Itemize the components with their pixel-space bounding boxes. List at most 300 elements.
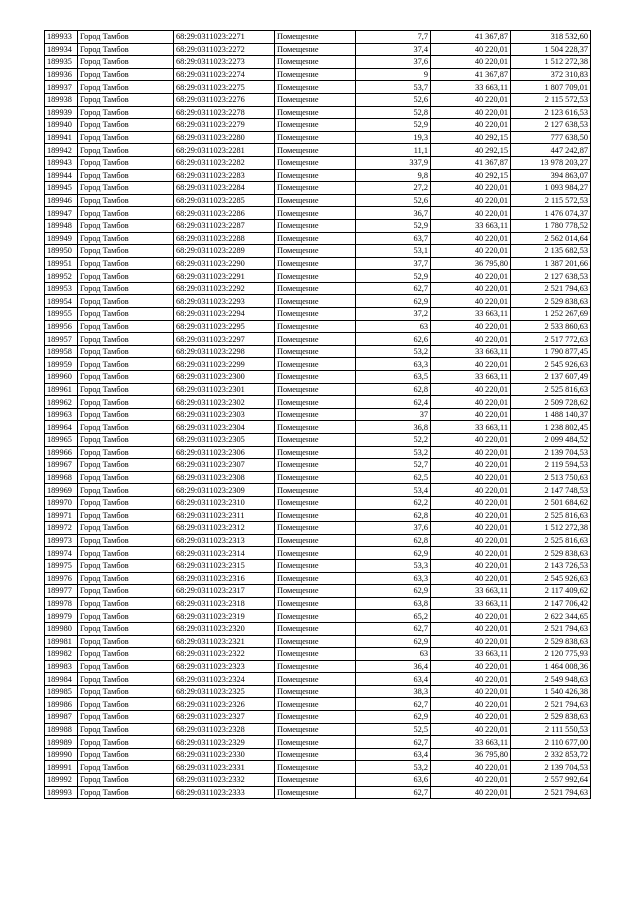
cell-row-number: 189970 <box>45 496 78 509</box>
cell-cadastral-number: 68:29:0311023:2276 <box>174 93 275 106</box>
cell-object-type: Помещение <box>275 736 356 749</box>
cell-locality: Город Тамбов <box>78 257 174 270</box>
table-row <box>45 635 591 648</box>
cell-locality: Город Тамбов <box>78 648 174 661</box>
table-row <box>45 295 591 308</box>
cell-cadastral-value: 2 501 684,62 <box>511 496 591 509</box>
cell-row-number: 189986 <box>45 698 78 711</box>
table-row <box>45 56 591 69</box>
cell-locality: Город Тамбов <box>78 711 174 724</box>
cell-cadastral-value: 2 117 409,62 <box>511 585 591 598</box>
cell-unit-value: 40 220,01 <box>431 660 511 673</box>
cell-object-type: Помещение <box>275 786 356 799</box>
cell-object-type: Помещение <box>275 396 356 409</box>
cell-locality: Город Тамбов <box>78 774 174 787</box>
cell-unit-value: 40 220,01 <box>431 673 511 686</box>
cell-area: 53,2 <box>356 446 431 459</box>
table-row <box>45 434 591 447</box>
cell-unit-value: 40 220,01 <box>431 383 511 396</box>
cell-locality: Город Тамбов <box>78 358 174 371</box>
cell-unit-value: 40 292,15 <box>431 144 511 157</box>
cell-area: 63,4 <box>356 748 431 761</box>
table-row <box>45 459 591 472</box>
cell-unit-value: 40 220,01 <box>431 119 511 132</box>
cell-cadastral-number: 68:29:0311023:2332 <box>174 774 275 787</box>
cell-cadastral-value: 2 529 838,63 <box>511 547 591 560</box>
cell-cadastral-value: 372 310,83 <box>511 68 591 81</box>
cell-unit-value: 40 220,01 <box>431 106 511 119</box>
cell-unit-value: 40 220,01 <box>431 610 511 623</box>
cell-cadastral-number: 68:29:0311023:2324 <box>174 673 275 686</box>
cell-area: 52,5 <box>356 723 431 736</box>
cell-cadastral-number: 68:29:0311023:2297 <box>174 333 275 346</box>
cell-cadastral-value: 2 525 816,63 <box>511 534 591 547</box>
cell-unit-value: 40 220,01 <box>431 358 511 371</box>
cell-locality: Город Тамбов <box>78 723 174 736</box>
cell-cadastral-value: 2 529 838,63 <box>511 711 591 724</box>
cell-cadastral-number: 68:29:0311023:2279 <box>174 119 275 132</box>
cell-object-type: Помещение <box>275 219 356 232</box>
cell-object-type: Помещение <box>275 81 356 94</box>
cell-row-number: 189989 <box>45 736 78 749</box>
cell-object-type: Помещение <box>275 484 356 497</box>
cell-object-type: Помещение <box>275 182 356 195</box>
cell-cadastral-number: 68:29:0311023:2274 <box>174 68 275 81</box>
cell-locality: Город Тамбов <box>78 471 174 484</box>
cell-cadastral-value: 2 549 948,63 <box>511 673 591 686</box>
cell-locality: Город Тамбов <box>78 43 174 56</box>
cell-unit-value: 40 220,01 <box>431 408 511 421</box>
table-row <box>45 31 591 44</box>
cell-cadastral-number: 68:29:0311023:2318 <box>174 597 275 610</box>
cell-row-number: 189992 <box>45 774 78 787</box>
cell-cadastral-number: 68:29:0311023:2299 <box>174 358 275 371</box>
cell-cadastral-value: 2 533 860,63 <box>511 320 591 333</box>
cell-row-number: 189958 <box>45 345 78 358</box>
cell-locality: Город Тамбов <box>78 786 174 799</box>
table-row <box>45 774 591 787</box>
cell-row-number: 189980 <box>45 622 78 635</box>
cell-row-number: 189947 <box>45 207 78 220</box>
cell-area: 53,7 <box>356 81 431 94</box>
cell-row-number: 189959 <box>45 358 78 371</box>
cell-unit-value: 40 220,01 <box>431 635 511 648</box>
cell-locality: Город Тамбов <box>78 748 174 761</box>
cell-row-number: 189942 <box>45 144 78 157</box>
cell-cadastral-number: 68:29:0311023:2298 <box>174 345 275 358</box>
cell-locality: Город Тамбов <box>78 698 174 711</box>
cell-unit-value: 33 663,11 <box>431 371 511 384</box>
cell-unit-value: 40 220,01 <box>431 698 511 711</box>
cell-cadastral-number: 68:29:0311023:2293 <box>174 295 275 308</box>
cell-cadastral-number: 68:29:0311023:2304 <box>174 421 275 434</box>
cell-cadastral-number: 68:29:0311023:2285 <box>174 194 275 207</box>
cell-cadastral-value: 2 525 816,63 <box>511 383 591 396</box>
cell-row-number: 189966 <box>45 446 78 459</box>
table-row <box>45 68 591 81</box>
cell-object-type: Помещение <box>275 320 356 333</box>
cell-cadastral-value: 2 521 794,63 <box>511 786 591 799</box>
cell-object-type: Помещение <box>275 194 356 207</box>
cell-area: 62,7 <box>356 698 431 711</box>
cell-cadastral-number: 68:29:0311023:2275 <box>174 81 275 94</box>
cell-locality: Город Тамбов <box>78 635 174 648</box>
cell-cadastral-value: 2 332 853,72 <box>511 748 591 761</box>
cell-object-type: Помещение <box>275 257 356 270</box>
cell-locality: Город Тамбов <box>78 660 174 673</box>
table-row <box>45 597 591 610</box>
cell-area: 62,7 <box>356 282 431 295</box>
cell-row-number: 189949 <box>45 232 78 245</box>
cell-locality: Город Тамбов <box>78 496 174 509</box>
cell-cadastral-value: 2 115 572,53 <box>511 194 591 207</box>
cell-area: 337,9 <box>356 156 431 169</box>
cell-row-number: 189938 <box>45 93 78 106</box>
cell-unit-value: 40 220,01 <box>431 320 511 333</box>
cell-cadastral-value: 2 562 014,64 <box>511 232 591 245</box>
table-row <box>45 711 591 724</box>
cell-unit-value: 33 663,11 <box>431 345 511 358</box>
cell-row-number: 189976 <box>45 572 78 585</box>
cell-row-number: 189939 <box>45 106 78 119</box>
cell-area: 62,7 <box>356 622 431 635</box>
cell-locality: Город Тамбов <box>78 219 174 232</box>
cell-unit-value: 33 663,11 <box>431 81 511 94</box>
cell-cadastral-number: 68:29:0311023:2319 <box>174 610 275 623</box>
cell-cadastral-value: 2 127 638,53 <box>511 119 591 132</box>
cell-cadastral-value: 2 521 794,63 <box>511 622 591 635</box>
cell-locality: Город Тамбов <box>78 534 174 547</box>
cell-locality: Город Тамбов <box>78 585 174 598</box>
cell-unit-value: 40 220,01 <box>431 711 511 724</box>
cell-unit-value: 40 292,15 <box>431 169 511 182</box>
cell-object-type: Помещение <box>275 496 356 509</box>
cell-area: 52,9 <box>356 270 431 283</box>
cell-area: 52,9 <box>356 219 431 232</box>
cell-row-number: 189963 <box>45 408 78 421</box>
cell-area: 63,6 <box>356 774 431 787</box>
table-row <box>45 761 591 774</box>
cell-cadastral-value: 2 521 794,63 <box>511 698 591 711</box>
cell-object-type: Помещение <box>275 93 356 106</box>
cell-locality: Город Тамбов <box>78 345 174 358</box>
cell-area: 62,6 <box>356 333 431 346</box>
cell-row-number: 189962 <box>45 396 78 409</box>
cell-object-type: Помещение <box>275 371 356 384</box>
cell-locality: Город Тамбов <box>78 547 174 560</box>
table-row <box>45 786 591 799</box>
cell-unit-value: 40 220,01 <box>431 496 511 509</box>
cell-cadastral-value: 2 137 607,49 <box>511 371 591 384</box>
cell-cadastral-number: 68:29:0311023:2326 <box>174 698 275 711</box>
cell-area: 52,8 <box>356 106 431 119</box>
cell-cadastral-number: 68:29:0311023:2325 <box>174 685 275 698</box>
cell-area: 52,7 <box>356 459 431 472</box>
cell-area: 62,8 <box>356 383 431 396</box>
cell-locality: Город Тамбов <box>78 622 174 635</box>
cell-locality: Город Тамбов <box>78 295 174 308</box>
cell-row-number: 189944 <box>45 169 78 182</box>
table-row <box>45 232 591 245</box>
cell-unit-value: 33 663,11 <box>431 421 511 434</box>
cell-cadastral-value: 1 807 709,01 <box>511 81 591 94</box>
cell-row-number: 189941 <box>45 131 78 144</box>
cell-row-number: 189935 <box>45 56 78 69</box>
cell-cadastral-number: 68:29:0311023:2272 <box>174 43 275 56</box>
table-row <box>45 547 591 560</box>
cell-unit-value: 40 220,01 <box>431 270 511 283</box>
cell-cadastral-value: 2 557 992,64 <box>511 774 591 787</box>
cell-row-number: 189955 <box>45 308 78 321</box>
cell-unit-value: 40 220,01 <box>431 484 511 497</box>
cell-locality: Город Тамбов <box>78 559 174 572</box>
cell-locality: Город Тамбов <box>78 408 174 421</box>
table-row <box>45 144 591 157</box>
cell-cadastral-value: 447 242,87 <box>511 144 591 157</box>
cell-row-number: 189991 <box>45 761 78 774</box>
cell-row-number: 189934 <box>45 43 78 56</box>
table-row <box>45 345 591 358</box>
cell-cadastral-number: 68:29:0311023:2290 <box>174 257 275 270</box>
cell-cadastral-value: 1 540 426,38 <box>511 685 591 698</box>
cell-unit-value: 40 220,01 <box>431 245 511 258</box>
cell-object-type: Помещение <box>275 169 356 182</box>
cell-row-number: 189978 <box>45 597 78 610</box>
cell-area: 53,4 <box>356 484 431 497</box>
cell-object-type: Помещение <box>275 383 356 396</box>
cell-cadastral-number: 68:29:0311023:2317 <box>174 585 275 598</box>
cell-unit-value: 40 220,01 <box>431 446 511 459</box>
cell-object-type: Помещение <box>275 610 356 623</box>
cell-object-type: Помещение <box>275 408 356 421</box>
cell-area: 62,7 <box>356 786 431 799</box>
cell-object-type: Помещение <box>275 522 356 535</box>
cell-row-number: 189972 <box>45 522 78 535</box>
table-row <box>45 534 591 547</box>
cell-locality: Город Тамбов <box>78 761 174 774</box>
cell-area: 37,6 <box>356 522 431 535</box>
cell-area: 53,2 <box>356 761 431 774</box>
cell-cadastral-number: 68:29:0311023:2316 <box>174 572 275 585</box>
cell-cadastral-number: 68:29:0311023:2302 <box>174 396 275 409</box>
cell-unit-value: 41 367,87 <box>431 31 511 44</box>
cell-row-number: 189948 <box>45 219 78 232</box>
cell-row-number: 189957 <box>45 333 78 346</box>
cell-row-number: 189990 <box>45 748 78 761</box>
cell-area: 36,8 <box>356 421 431 434</box>
table-row <box>45 396 591 409</box>
cell-row-number: 189968 <box>45 471 78 484</box>
cell-locality: Город Тамбов <box>78 673 174 686</box>
cell-locality: Город Тамбов <box>78 446 174 459</box>
cell-row-number: 189954 <box>45 295 78 308</box>
cell-cadastral-number: 68:29:0311023:2292 <box>174 282 275 295</box>
cell-unit-value: 40 220,01 <box>431 434 511 447</box>
cell-cadastral-value: 1 238 802,45 <box>511 421 591 434</box>
cell-row-number: 189988 <box>45 723 78 736</box>
cell-area: 63,5 <box>356 371 431 384</box>
cell-cadastral-value: 1 512 272,38 <box>511 522 591 535</box>
cell-cadastral-value: 2 143 726,53 <box>511 559 591 572</box>
cell-cadastral-value: 2 110 677,00 <box>511 736 591 749</box>
cell-object-type: Помещение <box>275 345 356 358</box>
cell-unit-value: 40 220,01 <box>431 282 511 295</box>
cell-unit-value: 40 220,01 <box>431 723 511 736</box>
cell-unit-value: 36 795,80 <box>431 748 511 761</box>
cell-object-type: Помещение <box>275 471 356 484</box>
cell-area: 62,9 <box>356 635 431 648</box>
cell-cadastral-value: 2 622 344,65 <box>511 610 591 623</box>
cell-cadastral-number: 68:29:0311023:2321 <box>174 635 275 648</box>
cell-unit-value: 33 663,11 <box>431 585 511 598</box>
table-row <box>45 698 591 711</box>
cell-object-type: Помещение <box>275 446 356 459</box>
cell-cadastral-value: 1 504 228,37 <box>511 43 591 56</box>
cell-area: 63,7 <box>356 232 431 245</box>
table-row <box>45 219 591 232</box>
cell-cadastral-number: 68:29:0311023:2294 <box>174 308 275 321</box>
cell-area: 52,9 <box>356 119 431 132</box>
cadastral-value-table <box>44 30 591 799</box>
cell-area: 52,2 <box>356 434 431 447</box>
cell-object-type: Помещение <box>275 685 356 698</box>
cell-cadastral-value: 2 509 728,62 <box>511 396 591 409</box>
cell-locality: Город Тамбов <box>78 81 174 94</box>
table-row <box>45 270 591 283</box>
cell-row-number: 189952 <box>45 270 78 283</box>
cell-locality: Город Тамбов <box>78 434 174 447</box>
cell-row-number: 189956 <box>45 320 78 333</box>
cell-area: 62,8 <box>356 509 431 522</box>
cell-cadastral-value: 2 139 704,53 <box>511 446 591 459</box>
table-row <box>45 572 591 585</box>
cell-cadastral-number: 68:29:0311023:2333 <box>174 786 275 799</box>
cell-row-number: 189987 <box>45 711 78 724</box>
cell-cadastral-number: 68:29:0311023:2315 <box>174 559 275 572</box>
cell-cadastral-number: 68:29:0311023:2313 <box>174 534 275 547</box>
cell-cadastral-number: 68:29:0311023:2328 <box>174 723 275 736</box>
cell-unit-value: 40 220,01 <box>431 622 511 635</box>
cell-area: 63 <box>356 648 431 661</box>
cell-object-type: Помещение <box>275 698 356 711</box>
cell-locality: Город Тамбов <box>78 282 174 295</box>
cell-row-number: 189943 <box>45 156 78 169</box>
cell-object-type: Помещение <box>275 761 356 774</box>
cell-row-number: 189973 <box>45 534 78 547</box>
cell-cadastral-number: 68:29:0311023:2322 <box>174 648 275 661</box>
cell-cadastral-value: 1 464 008,36 <box>511 660 591 673</box>
cell-cadastral-value: 2 123 616,53 <box>511 106 591 119</box>
cell-unit-value: 40 220,01 <box>431 396 511 409</box>
cell-locality: Город Тамбов <box>78 484 174 497</box>
cell-object-type: Помещение <box>275 421 356 434</box>
cell-cadastral-value: 2 521 794,63 <box>511 282 591 295</box>
cell-unit-value: 40 220,01 <box>431 786 511 799</box>
table-body <box>45 31 591 799</box>
cell-unit-value: 40 220,01 <box>431 522 511 535</box>
cell-cadastral-number: 68:29:0311023:2278 <box>174 106 275 119</box>
cell-area: 11,1 <box>356 144 431 157</box>
table-row <box>45 622 591 635</box>
cell-area: 62,7 <box>356 736 431 749</box>
cell-area: 52,6 <box>356 93 431 106</box>
cell-row-number: 189967 <box>45 459 78 472</box>
cell-row-number: 189969 <box>45 484 78 497</box>
cell-object-type: Помещение <box>275 572 356 585</box>
cell-area: 63,8 <box>356 597 431 610</box>
cell-row-number: 189964 <box>45 421 78 434</box>
cell-row-number: 189982 <box>45 648 78 661</box>
cell-cadastral-value: 777 638,50 <box>511 131 591 144</box>
table-row <box>45 43 591 56</box>
cell-object-type: Помещение <box>275 748 356 761</box>
cell-row-number: 189950 <box>45 245 78 258</box>
cell-unit-value: 40 220,01 <box>431 56 511 69</box>
cell-object-type: Помещение <box>275 660 356 673</box>
cell-object-type: Помещение <box>275 245 356 258</box>
cell-locality: Город Тамбов <box>78 459 174 472</box>
cell-cadastral-number: 68:29:0311023:2331 <box>174 761 275 774</box>
cell-object-type: Помещение <box>275 534 356 547</box>
cell-unit-value: 40 220,01 <box>431 93 511 106</box>
cell-area: 37,7 <box>356 257 431 270</box>
cell-cadastral-value: 1 512 272,38 <box>511 56 591 69</box>
table-row <box>45 648 591 661</box>
cell-row-number: 189974 <box>45 547 78 560</box>
table-row <box>45 383 591 396</box>
cell-cadastral-value: 2 099 484,52 <box>511 434 591 447</box>
cell-cadastral-number: 68:29:0311023:2281 <box>174 144 275 157</box>
cell-locality: Город Тамбов <box>78 245 174 258</box>
cell-object-type: Помещение <box>275 622 356 635</box>
cell-cadastral-value: 2 119 594,53 <box>511 459 591 472</box>
cell-cadastral-value: 2 529 838,63 <box>511 295 591 308</box>
cell-area: 7,7 <box>356 31 431 44</box>
cell-row-number: 189946 <box>45 194 78 207</box>
cell-locality: Город Тамбов <box>78 56 174 69</box>
cell-row-number: 189965 <box>45 434 78 447</box>
cell-unit-value: 33 663,11 <box>431 308 511 321</box>
cell-cadastral-number: 68:29:0311023:2312 <box>174 522 275 535</box>
cell-cadastral-number: 68:29:0311023:2314 <box>174 547 275 560</box>
cell-unit-value: 40 220,01 <box>431 232 511 245</box>
cell-cadastral-value: 2 120 775,93 <box>511 648 591 661</box>
cell-unit-value: 40 220,01 <box>431 295 511 308</box>
cell-locality: Город Тамбов <box>78 194 174 207</box>
cell-row-number: 189933 <box>45 31 78 44</box>
table-row <box>45 282 591 295</box>
cell-cadastral-value: 2 147 706,42 <box>511 597 591 610</box>
cell-cadastral-value: 2 545 926,63 <box>511 572 591 585</box>
cell-unit-value: 40 220,01 <box>431 774 511 787</box>
table-row <box>45 81 591 94</box>
table-row <box>45 748 591 761</box>
cell-locality: Город Тамбов <box>78 371 174 384</box>
cell-object-type: Помещение <box>275 232 356 245</box>
cell-cadastral-number: 68:29:0311023:2306 <box>174 446 275 459</box>
cell-area: 62,9 <box>356 295 431 308</box>
cell-row-number: 189983 <box>45 660 78 673</box>
table-row <box>45 106 591 119</box>
cell-locality: Город Тамбов <box>78 182 174 195</box>
cell-area: 27,2 <box>356 182 431 195</box>
cell-cadastral-number: 68:29:0311023:2300 <box>174 371 275 384</box>
cell-area: 65,2 <box>356 610 431 623</box>
cell-unit-value: 41 367,87 <box>431 156 511 169</box>
cell-cadastral-number: 68:29:0311023:2330 <box>174 748 275 761</box>
cell-row-number: 189979 <box>45 610 78 623</box>
table-row <box>45 320 591 333</box>
